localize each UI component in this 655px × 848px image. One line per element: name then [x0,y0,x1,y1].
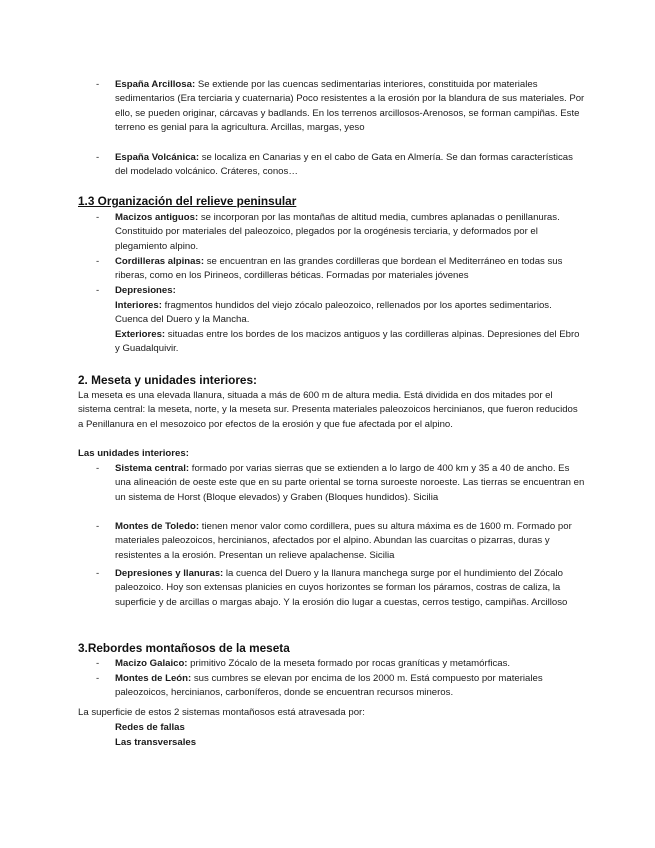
bullet: - [96,152,100,163]
item-text: tienen menor valor como cordillera, pues su altura máxima es de 1600 m. Formado por materiales paleozoicos, hercinianos, afectados por el alpino. Abundan las cuarcitas o pizarras, duras y resistentes a la erosión. Presentan un relieve apalachense. Sicilia [115,521,572,561]
section-heading: 3.Rebordes montañosos de la meseta [78,641,290,655]
list-item [96,567,585,610]
item-term: Interiores: [115,300,162,311]
item-text: se localiza en Canarias y en el cabo de Gata en Almería. Se dan formas características del modelado volcánico. Cráteres, conos… [115,152,573,178]
bullet: - [96,256,100,267]
list-item [96,78,585,136]
item-text: primitivo Zócalo de la meseta formado por rocas graníticas y metamórficas. [187,658,511,669]
bullet: - [96,79,100,90]
list-item [96,284,585,298]
section-heading: 1.3 Organización del relieve peninsular [78,194,297,208]
bullet: - [96,568,100,579]
item-text: la cuenca del Duero y la llanura manchega surge por el hundimiento del Zócalo paleozoico. Hoy son extensas planicies en cuyos horizontes se forman los páramos, costras de caliza, la superficie y de arcillas o margas abajo. Y la erosión dio lugar a cuestas, cerros testigo, campiñas. Arcilloso [115,568,568,608]
paragraph: La meseta es una elevada llanura, situada a más de 600 m de altura media. Está dividida en dos mitades por el sistema central: la meseta, norte, y la meseta sur. Presenta materiales paleozoicos hercinianos, que fueron reducidos a Penillanura en el mesozoico por efectos de la erosión y que fue afectada por el alpino. [78,390,578,430]
item-term: Exteriores: [115,329,166,340]
bullet: - [96,212,100,223]
item-text: situadas entre los bordes de los macizos antiguos y las cordilleras alpinas. Depresiones del Ebro y Guadalquivir. [115,329,580,355]
item-term: Depresiones: [115,285,176,296]
list-item [96,211,585,254]
bullet: - [96,521,100,532]
item-term: Depresiones y llanuras: [115,568,224,579]
item-term: Cordilleras alpinas: [115,256,205,267]
list-item [96,657,585,671]
item-text: se incorporan por las montañas de altitud media, cumbres aplanadas o penillanuras. Constituido por materiales del paleozoico, plegados por la orogénesis terciaria, y deformados por el plegamiento alpino. [115,212,560,252]
sub-item: Redes de fallas [115,722,185,733]
item-text: fragmentos hundidos del viejo zócalo paleozoico, rellenados por los aportes sedimentarios. Cuenca del Duero y la Mancha. [115,300,552,326]
item-term: Montes de León: [115,673,192,684]
list-item [96,462,585,505]
sub-item: Las transversales [115,737,197,748]
sub-heading: Las unidades interiores: [78,448,189,459]
item-term: Macizos antiguos: [115,212,199,223]
bullet: - [96,673,100,684]
item-term: Sistema central: [115,463,190,474]
bullet: - [96,285,100,296]
paragraph: La superficie de estos 2 sistemas montañosos está atravesada por: [78,707,365,718]
item-text: sus cumbres se elevan por encima de los 2000 m. Está compuesto por materiales paleozoicos, hercinianos, carboníferos, donde se encuentran recursos mineros. [115,673,543,699]
bullet: - [96,463,100,474]
sub-item [115,328,585,357]
item-text: Se extiende por las cuencas sedimentarias interiores, constituida por materiales sedimentarios (Era terciaria y cuaternaria) Poco resistentes a la erosión por la blandura de sus materiales. Por ello, se pueden originar, cárcavas y badlands. En los terrenos arcillosos-Arenosos, se forman campiñas. Este terreno es genial para la agricultura. Arcillas, margas, yeso [115,79,585,134]
item-term: Montes de Toledo: [115,521,200,532]
list-item [96,520,585,563]
item-term: España Volcánica: [115,152,200,163]
list-item [96,151,585,180]
sub-item [115,299,585,328]
item-text: se encuentran en las grandes cordilleras que bordean el Mediterráneo en todas sus riberas, como en los Pirineos, cordilleras béticas. Formadas por materiales jóvenes [115,256,563,282]
list-item [96,255,585,284]
item-text: formado por varias sierras que se extienden a lo largo de 400 km y 35 a 40 de ancho. Es una alineación de oeste este que en su parte oriental se torna suroeste noroeste. Las tierras se encuentran en un sistema de Horst (Bloque elevados) y Graben (Bloques hundidos). Sicilia [115,463,585,503]
item-term: Macizo Galaico: [115,658,188,669]
section-heading: 2. Meseta y unidades interiores: [78,373,257,387]
bullet: - [96,658,100,669]
list-item [96,672,585,701]
item-term: España Arcillosa: [115,79,196,90]
